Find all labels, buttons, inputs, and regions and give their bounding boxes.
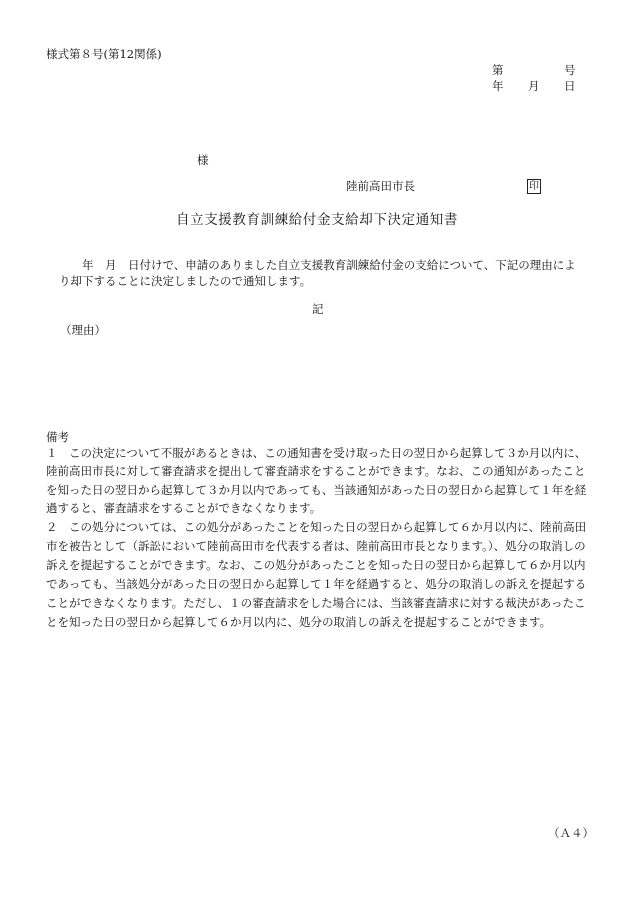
note-line: １ この決定について不服があるときは、この通知書を受け取った日の翌日から起算して３か月以内に、: [46, 446, 587, 460]
document-title: 自立支援教育訓練給付金支給却下決定通知書: [176, 212, 458, 228]
seal-mark: 印: [529, 181, 539, 192]
reason-label: （理由）: [60, 323, 106, 337]
body-line: 年 月 日付けで、申請のありました自立支援教育訓練給付金の支給について、下記の理由によ: [59, 258, 576, 272]
date-month: 月: [528, 79, 540, 93]
note-line: 訴えを提起することができます。なお、この処分があったことを知った日の翌日から起算して６か月以内: [46, 558, 586, 572]
addressee-suffix: 様: [197, 153, 209, 167]
ki-label: 記: [312, 302, 324, 316]
date-year: 年: [492, 79, 504, 93]
form-number: 様式第８号(第12関係): [46, 47, 162, 61]
note-line: ことができなくなります。ただし、１の審査請求をした場合には、当該審査請求に対する裁決があったこ: [46, 596, 586, 610]
doc-number-dai: 第: [492, 63, 504, 77]
note-line: とを知った日の翌日から起算して６か月以内に、処分の取消しの訴えを提起することができます。: [46, 615, 552, 629]
body-line: り却下することに決定しましたので通知します。: [59, 274, 312, 288]
note-line: を知った日の翌日から起算して３か月以内であっても、当該通知があった日の翌日から起算して１年を経: [46, 483, 587, 497]
note-line: であっても、当該処分があった日の翌日から起算して１年を経過すると、処分の取消しの訴えを提起する: [46, 577, 587, 591]
paper-size: （Ａ４）: [548, 826, 594, 840]
note-line: 過すると、審査請求をすることができなくなります。: [46, 501, 322, 515]
note-line: 市を被告として（訴訟において陸前高田市を代表する者は、陸前高田市長となります。）、処分の取消しの: [46, 539, 586, 553]
issuer: 陸前高田市長: [346, 179, 415, 193]
note-line: 陸前高田市長に対して審査請求を提出して審査請求をすることができます。なお、この通知があったこと: [46, 464, 586, 478]
notes-heading: 備考: [46, 430, 69, 444]
doc-number-go: 号: [564, 63, 576, 77]
date-day: 日: [564, 79, 576, 93]
note-line: ２ この処分については、この処分があったことを知った日の翌日から起算して６か月以内に、陸前高田: [46, 520, 587, 534]
